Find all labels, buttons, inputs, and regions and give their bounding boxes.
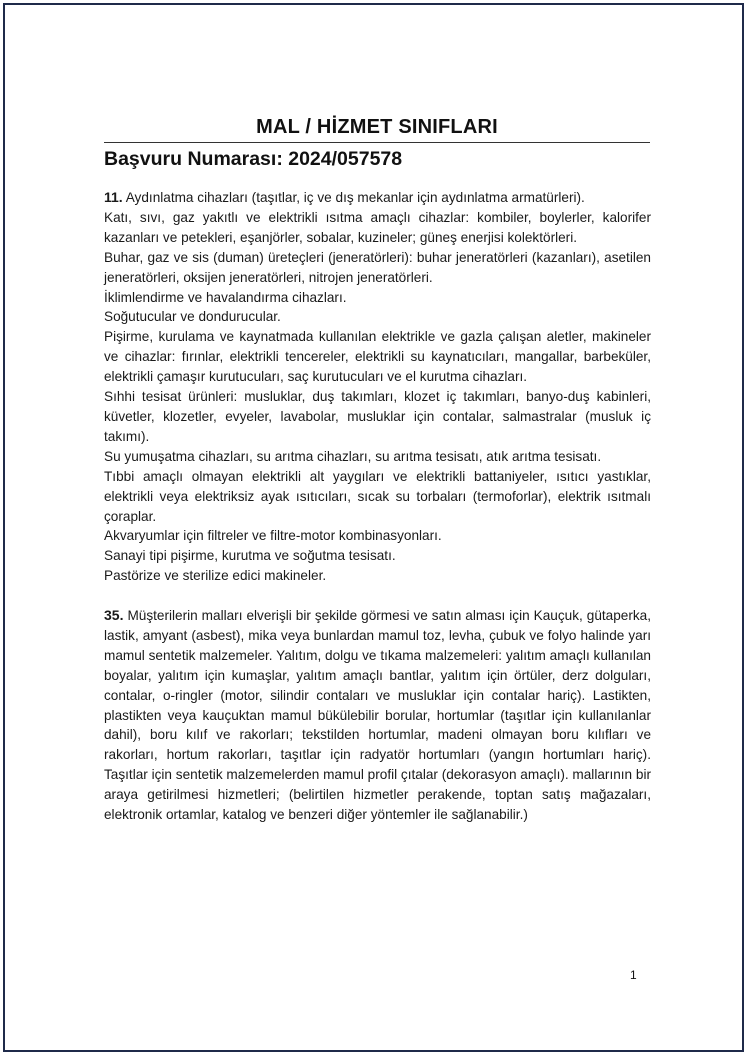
class-paragraph: Pastörize ve sterilize edici makineler. xyxy=(104,568,327,584)
class-paragraph xyxy=(104,606,651,825)
class-text: Müşterilerin malları elverişli bir şekilde görmesi ve satın alması için Kauçuk, gütaperka, lastik, amyant (asbest), mika veya bunlardan mamul toz, levha, çubuk ve folyo halinde yarı mamul sentetik malzemeler. Yalıtım, dolgu ve tıkama malzemeleri: yalıtım amaçlı kullanılan boyalar, yalıtım için kumaşlar, yalıtım amaçlı bantlar, yalıtım için örtüler, derz dolguları, contalar, o-ringler (motor, silindir contaları ve musluklar için contalar hariç). Lastikten, plastikten veya kauçuktan mamul bükülebilir borular, hortumlar (taşıtlar için kullanılanlar dahil), boru kılıf ve rakorları; tekstilden hortumlar, madeni olmayan boru kılıfları ve rakorları, hortum rakorları, taşıtlar için radyatör hortumları (yangın hortumları hariç). Taşıtlar için sentetik malzemelerden mamul profil çıtalar (dekorasyon amaçlı). mallarının bir araya getirilmesi hizmetleri; (belirtilen hizmetler perakende, toptan satış mağazaları, elektronik ortamlar, katalog ve benzeri diğer yöntemler ile sağlanabilir.) xyxy=(104,608,651,823)
class-paragraph xyxy=(104,188,651,208)
class-35-section xyxy=(104,606,651,825)
class-paragraph: Tıbbi amaçlı olmayan elektrikli alt yaygıları ve elektrikli battaniyeler, ısıtıcı yastıklar, elektrikli veya elektriksiz ayak ısıtıcıları, sıcak su torbaları (termoforlar), elektrik ısıtmalı çoraplar. xyxy=(104,468,651,524)
application-number: Başvuru Numarası: 2024/057578 xyxy=(104,148,403,170)
class-paragraph: Sıhhi tesisat ürünleri: musluklar, duş takımları, klozet iç takımları, banyo-duş kabinleri, küvetler, klozetler, evyeler, lavabolar, musluklar için contalar, salmastralar (musluk iç takımı). xyxy=(104,389,651,444)
class-paragraph: Akvaryumlar için filtreler ve filtre-motor kombinasyonları. xyxy=(104,528,442,544)
class-paragraph: Katı, sıvı, gaz yakıtlı ve elektrikli ısıtma amaçlı cihazlar: kombiler, boylerler, kalorifer kazanları ve petekleri, eşanjörler, sobalar, kuzineler; güneş enerjisi kolektörleri. xyxy=(104,209,651,245)
title-divider xyxy=(104,142,650,143)
page-title: MAL / HİZMET SINIFLARI xyxy=(256,116,498,138)
class-paragraph: İklimlendirme ve havalandırma cihazları. xyxy=(104,289,347,305)
class-paragraph: Soğutucular ve dondurucular. xyxy=(104,309,281,325)
class-paragraph: Buhar, gaz ve sis (duman) üreteçleri (jeneratörleri): buhar jeneratörleri (kazanları), asetilen jeneratörleri, oksijen jeneratörleri, nitrojen jeneratörleri. xyxy=(104,249,651,285)
page-number: 1 xyxy=(630,968,637,982)
class-number: 11. xyxy=(104,189,123,205)
class-text: Aydınlatma cihazları (taşıtlar, iç ve dış mekanlar için aydınlatma armatürleri). xyxy=(125,190,585,205)
class-list xyxy=(104,188,651,845)
class-paragraph: Pişirme, kurulama ve kaynatmada kullanılan elektrikle ve gazla çalışan aletler, makineler ve cihazlar: fırınlar, elektrikli tencereler, elektrikli su kaynatıcıları, mangallar, barbeküler, elektrikli çamaşır kurutucuları, saç kurutucuları ve el kurutma cihazları. xyxy=(104,329,651,385)
class-paragraph: Sanayi tipi pişirme, kurutma ve soğutma tesisatı. xyxy=(104,548,396,564)
class-paragraph: Su yumuşatma cihazları, su arıtma cihazları, su arıtma tesisatı, atık arıtma tesisatı. xyxy=(104,448,602,464)
class-11-section xyxy=(104,188,651,586)
class-number: 35. xyxy=(104,607,124,624)
